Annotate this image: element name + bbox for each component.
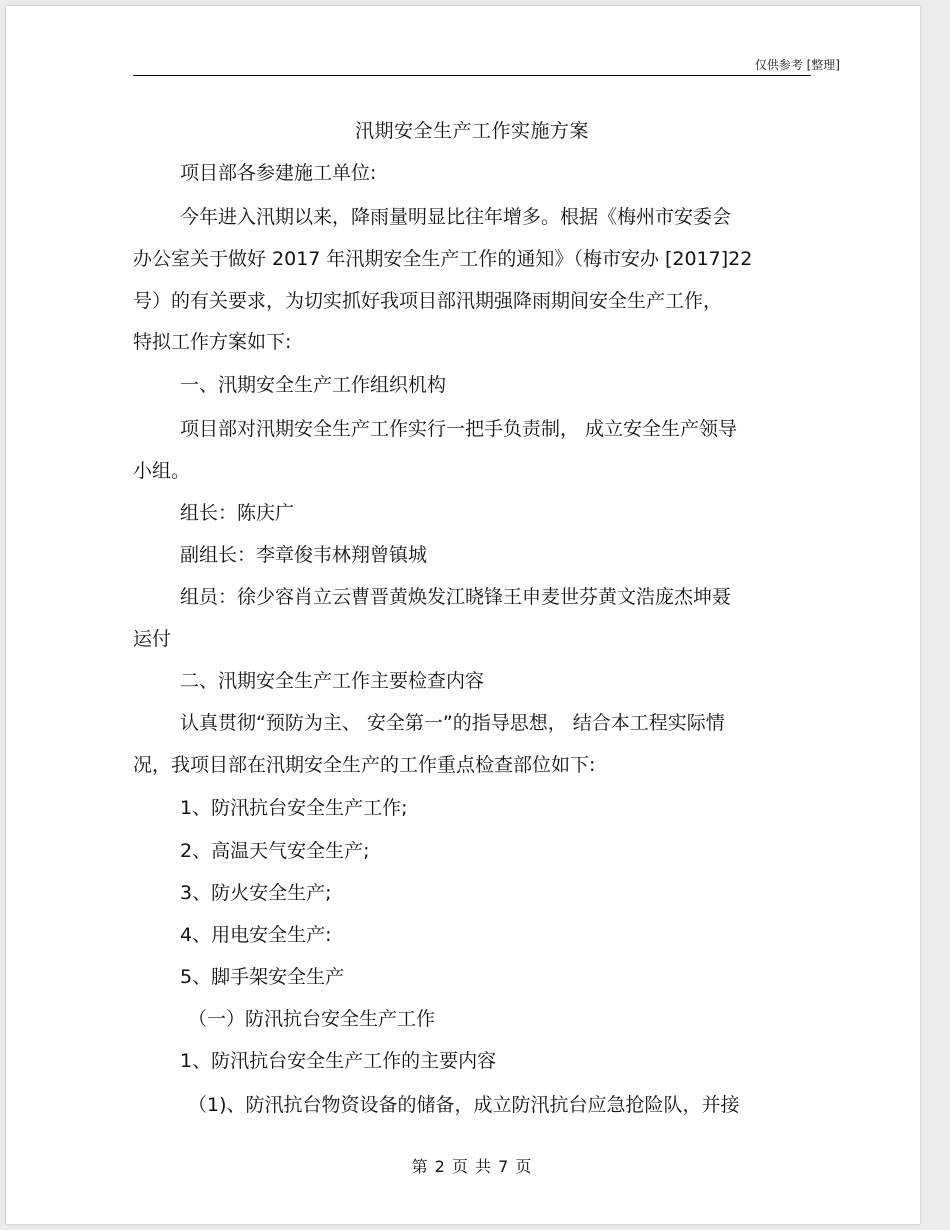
paragraph-line: 今年进入汛期以来，降雨量明显比往年增多。根据《梅州市安委会 (180, 206, 732, 228)
section-heading: 二、汛期安全生产工作主要检查内容 (180, 670, 485, 692)
list-item: 1、防汛抗台安全生产工作; (180, 797, 408, 819)
members-line: 组员：徐少容肖立云曹晋黄焕发江晓锋王申麦世芬黄文浩庞杰坤聂 (180, 586, 732, 608)
header-note: 仅供参考 [整理] (754, 58, 840, 72)
paragraph-line: 小组。 (133, 460, 191, 482)
list-item: 4、用电安全生产: (180, 924, 332, 946)
list-item: 3、防火安全生产; (180, 882, 332, 904)
section-heading: 一、汛期安全生产工作组织机构 (180, 374, 447, 396)
team-leader-line: 组长：陈庆广 (180, 502, 295, 524)
header-divider (133, 75, 811, 76)
paragraph-line: 项目部对汛期安全生产工作实行一把手负责制， 成立安全生产领导 (180, 418, 738, 440)
paragraph-line: 特拟工作方案如下: (133, 331, 292, 353)
paragraph-line: （1)、防汛抗台物资设备的储备，成立防汛抗台应急抢险队，并接 (188, 1094, 740, 1116)
subsection-heading: （一）防汛抗台安全生产工作 (188, 1008, 436, 1030)
salutation: 项目部各参建施工单位: (180, 162, 377, 184)
paragraph-line: 号）的有关要求，为切实抓好我项目部汛期强降雨期间安全生产工作， (133, 290, 723, 312)
document-page (6, 6, 920, 1224)
list-item: 5、脚手架安全生产 (180, 966, 345, 988)
subsection-heading: 1、防汛抗台安全生产工作的主要内容 (180, 1050, 497, 1072)
page-number: 第 2 页 共 7 页 (411, 1157, 533, 1176)
list-item: 2、高温天气安全生产; (180, 840, 370, 862)
document-title: 汛期安全生产工作实施方案 (354, 120, 589, 142)
members-line: 运付 (133, 628, 172, 650)
paragraph-line: 办公室关于做好 2017 年汛期安全生产工作的通知》（梅市安办 [2017]22 (133, 248, 753, 270)
deputy-leader-line: 副组长：李章俊韦林翔曾镇城 (180, 544, 428, 566)
paragraph-line: 况，我项目部在汛期安全生产的工作重点检查部位如下: (133, 754, 596, 776)
paragraph-line: 认真贯彻“预防为主、 安全第一”的指导思想， 结合本工程实际情 (180, 712, 725, 734)
